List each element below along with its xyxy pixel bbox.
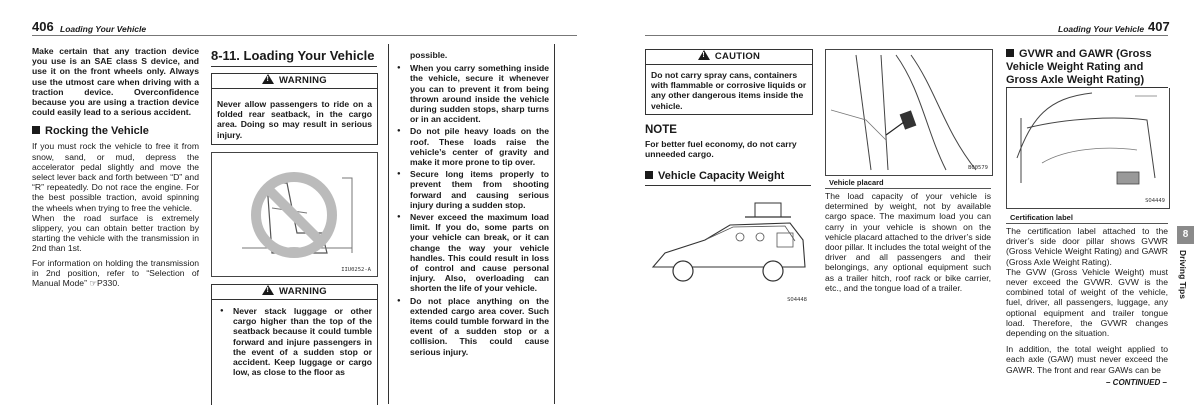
left-column-1 <box>32 46 199 288</box>
warning-2-bullet: ● Do not pile heavy loads on the roof. These loads raise the vehicle’s center of gravity and make it more prone to tip over. <box>397 126 549 167</box>
caution-label: CAUTION <box>714 51 761 62</box>
rocking-heading-label: Rocking the Vehicle <box>45 125 149 138</box>
rocking-paragraph-1: If you must rock the vehicle to free it from snow, sand, or mud, depress the accelerator pedal slightly and move the select lever back and forth between “D” and “R” repeatedly. Do not race the engine. For the best possible traction, avoid spinning the wheels when trying to free the vehicle. <box>32 141 199 213</box>
caution-triangle-icon <box>698 50 710 60</box>
heading-square-icon <box>645 171 653 179</box>
running-head-left: Loading Your Vehicle <box>60 24 147 34</box>
vehicle-capacity-heading-label: Vehicle Capacity Weight <box>658 170 785 182</box>
chapter-tab-label: Driving Tips <box>1178 250 1188 299</box>
figure-code-1: IIU0252-A <box>341 267 371 273</box>
figure-code-2: SO4448 <box>787 297 807 303</box>
warning-box-1 <box>211 73 378 145</box>
certification-label-illustration <box>1007 88 1169 208</box>
warning-2-bullet: ● When you carry something inside the vehicle, secure it whenever you can to prevent it from being thrown around inside the vehicle during sudden stops, sharp turns or in an accident. <box>397 63 549 124</box>
caption-rule-2 <box>1006 223 1168 224</box>
continued-marker: – CONTINUED – <box>1106 378 1167 387</box>
gvwr-paragraph-3: In addition, the total weight applied to each axle (GAW) must never exceed the GAWR. The front and rear GAWs can be <box>1006 344 1168 375</box>
warning-box-2 <box>211 284 378 405</box>
placard-paragraph: The load capacity of your vehicle is determined by weight, not by available cargo space. The maximum load you can carry in your vehicle is shown on the vehicle placard attached to the driver’s side door pillar. It includes the total weight of the driver and all passengers and their belongings, any optional equipment such as a trailer hitch, roof rack or bike carrier, etc., and the tongue load of a trailer. <box>825 191 991 293</box>
prohibited-seat-illustration <box>212 153 377 276</box>
note-text: For better fuel economy, do not carry unneeded cargo. <box>645 139 797 160</box>
chapter-tab-number: 8 <box>1177 226 1194 244</box>
figure-certification-label <box>1006 88 1170 209</box>
warning-2-bullet: ● Never exceed the maximum load limit. If you do, some parts on your vehicle can break, or it can change the way your vehicle handles. This could result in loss of control and cause personal injury. Also, overloading can shorten the life of your vehicle. <box>397 212 549 294</box>
rocking-paragraph-2: When the road surface is extremely slippery, you can obtain better traction by starting the vehicle with the transmission in 2nd than 1st. <box>32 212 199 254</box>
section-title: 8-11. Loading Your Vehicle <box>211 48 375 63</box>
note-heading: NOTE <box>645 124 677 136</box>
warning-box-2-continued <box>388 44 555 404</box>
gvwr-heading <box>1006 48 1168 87</box>
traction-device-warning-text: Make certain that any traction device you use is an SAE class S device, and use it on the front wheels only. Always use the utmost care when driving with a traction device. Overconfidence because you are using a traction device could easily lead to a serious accident. <box>32 46 199 118</box>
figure-code-4: SO4449 <box>1145 198 1165 204</box>
loaded-wagon-illustration <box>645 195 811 313</box>
heading-square-icon <box>32 126 40 134</box>
figure-no-riding-in-cargo <box>211 152 378 277</box>
warning-triangle-icon <box>262 74 274 84</box>
vehicle-capacity-heading <box>645 170 784 183</box>
warning-header-1 <box>212 74 377 89</box>
gvwr-heading-label: GVWR and GAWR (Gross Vehicle Weight Rating and Gross Axle Weight Rating) <box>1006 48 1152 86</box>
warning-2-bullet-1: ● Never stack luggage or other cargo higher than the top of the seatback because it could tumble forward and injure passengers in the event of a sudden stop or accident. Keep luggage or cargo low, as close to the floor as <box>220 306 372 377</box>
page-number-right: 407 <box>1148 19 1170 34</box>
warning-triangle-icon <box>262 285 274 295</box>
warning-2-bullet: ● Do not place anything on the extended cargo area cover. Such items could tumble forward in the event of a sudden stop or a collision. This could cause serious injury. <box>397 296 549 357</box>
header-rule-left <box>32 35 577 36</box>
figure-code-3: B00579 <box>968 165 988 171</box>
vehicle-capacity-rule <box>645 185 811 186</box>
caution-text: Do not carry spray cans, containers with flammable or corrosive liquids or any other dangerous items inside the vehicle. <box>651 70 807 111</box>
caution-header <box>646 50 812 65</box>
warning-label-1: WARNING <box>278 75 327 86</box>
door-pillar-placard-illustration <box>826 50 992 175</box>
warning-text-1: Never allow passengers to ride on a folded rear seatback, in the cargo area. Doing so may result in serious injury. <box>217 99 372 140</box>
running-head-right: Loading Your Vehicle <box>1058 24 1145 34</box>
figure-loaded-vehicle <box>645 195 811 313</box>
warning-2-bullet: ● Secure long items properly to prevent them from shooting forward and causing serious injury during a sudden stop. <box>397 169 549 210</box>
warning-label-2: WARNING <box>278 286 327 297</box>
gvwr-paragraph-1: The certification label attached to the driver’s side door pillar shows GVWR (Gross Vehicle Weight Rating) and GAWR (Gross Axle Weight Rating). <box>1006 226 1168 267</box>
header-rule-right <box>645 35 1168 36</box>
caption-rule-1 <box>825 188 991 189</box>
warning-header-2 <box>212 285 377 300</box>
gvwr-text-block <box>1006 226 1168 375</box>
continued-possible: possible. <box>410 50 448 60</box>
section-title-rule <box>211 66 377 67</box>
vehicle-placard-caption: Vehicle placard <box>829 178 884 187</box>
certification-label-caption: Certification label <box>1010 213 1073 222</box>
page-number-left: 406 <box>32 19 54 34</box>
caution-box <box>645 49 813 115</box>
rocking-heading <box>32 125 199 138</box>
heading-square-icon <box>1006 49 1014 57</box>
warning-2-bullet-list <box>397 63 549 357</box>
rocking-paragraph-3: For information on holding the transmission in 2nd position, refer to “Selection of Manual Mode” ☞P330. <box>32 257 199 289</box>
gvwr-paragraph-2: The GVW (Gross Vehicle Weight) must never exceed the GVWR. GVW is the combined total of weight of the vehicle, fuel, driver, all passengers, luggage, any optional equipment and trailer tongue load. Therefore, the GVWR changes depending on the situation. <box>1006 266 1168 339</box>
figure-vehicle-placard <box>825 49 993 176</box>
